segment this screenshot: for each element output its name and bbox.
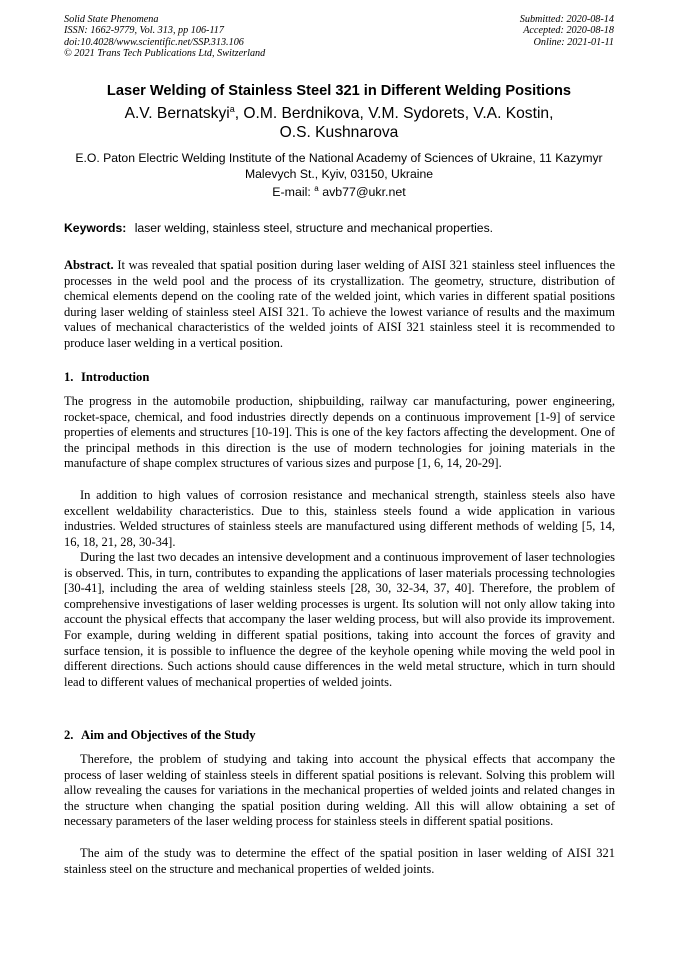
body-paragraph: During the last two decades an intensive development and a continuous improvement of laser technologies is observed. This, in turn, contributes to expanding the applications of laser materials processing technologies [30-41], including the area of welding stainless steels [28, 30, 32-34, 37, 40]. Therefore, the problem of comprehensive investigations of laser welding processes is urgent. Its solution will not only allow taking into account the physical effects that accompany the laser welding process, but will also provide its improvement. For example, during welding in different spatial positions, taking into account the forces of gravity and surface tension, it is possible to influence the degree of the keyhole opening while moving the weld pool in different directions. Such actions should cause differences in the weld metal structure, which in turn should lead to different values of mechanical properties of welded joints. (64, 550, 615, 689)
body-paragraph: Therefore, the problem of studying and taking into account the physical effects that accompany the process of laser welding of stainless steels in different spatial positions is relevant. Solving this problem will allow revealing the causes for variations in the mechanical properties of welded joints and related changes in the structure when changing the spatial position during welding. All this will allow obtaining a set of necessary parameters of the laser welding process for stainless steels in different spatial positions. (64, 752, 615, 829)
body-paragraph: The progress in the automobile production, shipbuilding, railway car manufacturing, power engineering, rocket-space, chemical, and food industries directly depends on a continuous improvement [1-9] of service properties of elements and structures [10-19]. This is one of the key factors affecting the development. One of the principal methods in this direction is the use of modern technologies for joining materials in the manufacture of shape complex structures of various sizes and purpose [1, 6, 14, 20-29]. (64, 394, 615, 471)
email-address[interactable]: avb77@ukr.net (322, 185, 406, 199)
abstract-text: It was revealed that spatial position during laser welding of AISI 321 stainless steel influences the processes in the weld pool and the process of its crystallization. The geometry, structure, distribution of chemical elements depend on the cooling rate of the welded joint, which varies in different spatial positions during laser welding of stainless steel AISI 321. To achieve the lowest variance of results and the maximum values of mechanical characteristics of the welded joints of AISI 321 stainless steel it is recommended to produce laser welding in a vertical position. (64, 258, 616, 350)
affiliation: E.O. Paton Electric Welding Institute of the National Academy of Sciences of Ukraine, 11 Kazymyr Malevych St., Kyiv, 03150, Ukraine (75, 151, 603, 181)
author-last: O.S. Kushnarova (279, 124, 399, 141)
contact-email (100, 185, 578, 200)
section-number: 1. (64, 370, 74, 384)
online-date: Online: 2021-01-11 (533, 36, 614, 48)
keywords (64, 221, 616, 236)
body-paragraph: The aim of the study was to determine the effect of the spatial position in laser welding of AISI 321 stainless steel on the structure and mechanical properties of welded joints. (64, 846, 615, 876)
journal-name: Solid State Phenomena (64, 14, 159, 25)
submitted-date: Submitted: 2020-08-14 (519, 14, 614, 25)
paper-title: Laser Welding of Stainless Steel 321 in Different Welding Positions (106, 83, 572, 99)
email-affil-mark: a (314, 183, 319, 193)
author-first: A.V. Bernatskyi (124, 105, 230, 122)
author-affil-mark: a (229, 103, 235, 114)
body-paragraph: In addition to high values of corrosion resistance and mechanical strength, stainless steels also have excellent weldability characteristics. Due to this, stainless steels found a wide application in various industries. Welded structures of stainless steels are manufactured using different methods of welding [5, 14, 16, 18, 21, 28, 30-34]. (64, 488, 615, 549)
email-label: E-mail: (272, 185, 311, 199)
publication-dates (394, 14, 614, 48)
author-rest: , O.M. Berdnikova, V.M. Sydorets, V.A. Kostin, (234, 105, 554, 122)
journal-issn: ISSN: 1662-9779, Vol. 313, pp 106-117 (64, 25, 224, 37)
journal-doi: doi:10.4028/www.scientific.net/SSP.313.106 (64, 36, 244, 48)
section-number: 2. (64, 728, 74, 742)
journal-info (64, 14, 394, 60)
journal-copyright: © 2021 Trans Tech Publications Ltd, Switzerland (64, 48, 266, 60)
section-title: Introduction (81, 370, 150, 384)
section-heading-aim (64, 728, 256, 743)
section-title: Aim and Objectives of the Study (81, 728, 256, 742)
abstract-label: Abstract. (64, 258, 114, 272)
abstract (64, 258, 615, 352)
author-list (70, 104, 608, 142)
keywords-text: laser welding, stainless steel, structure and mechanical properties. (134, 221, 494, 235)
accepted-date: Accepted: 2020-08-18 (523, 25, 614, 37)
keywords-label: Keywords: (64, 221, 127, 235)
section-heading-introduction (64, 370, 149, 385)
